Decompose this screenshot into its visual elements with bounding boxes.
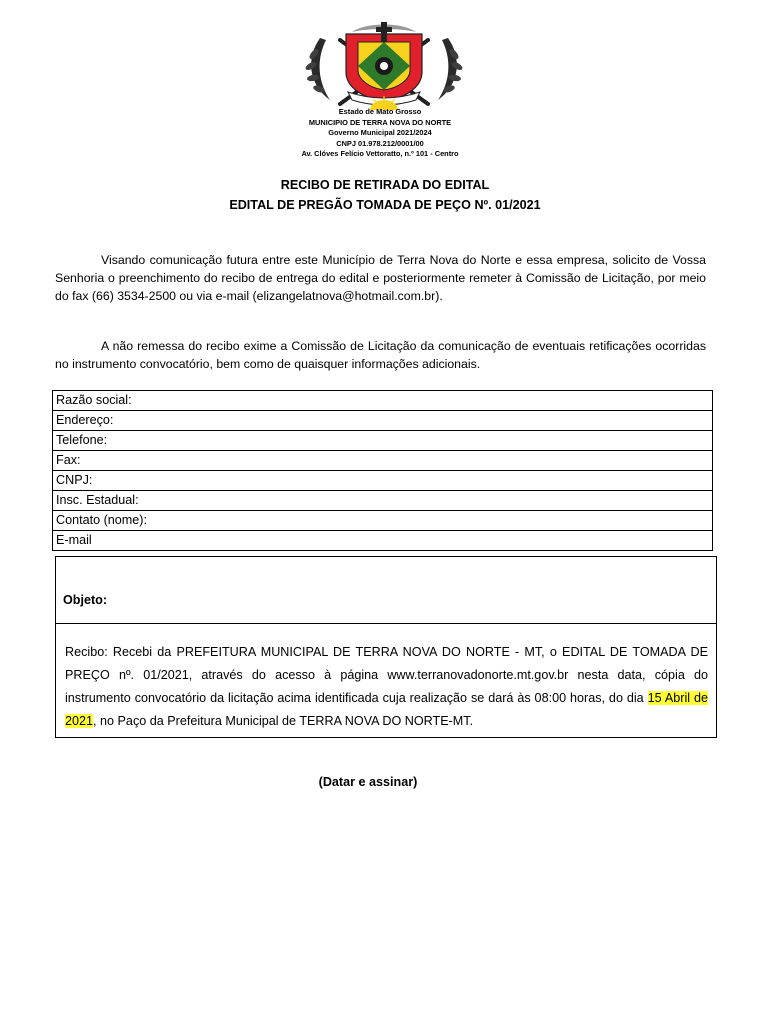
municipal-header	[250, 107, 510, 160]
header-address: Av. Clóves Felício Vettoratto, n.º 101 - Centro	[301, 149, 459, 159]
title-line-2: EDITAL DE PREGÃO TOMADA DE PEÇO Nº. 01/2021	[229, 198, 541, 212]
form-field-fax[interactable]: Fax:	[53, 451, 713, 471]
title-line-1: RECIBO DE RETIRADA DO EDITAL	[280, 178, 490, 192]
receipt-text-start: Recibo: Recebi da PREFEITURA MUNICIPAL DE TERRA NOVA DO NORTE - MT, o EDITAL DE TOMADA DE PREÇO nº. 01/2021, através do acesso à página www.terranovadonorte.mt.gov.br nesta data, cópia do instrumento convocatório da licitação acima identificada cuja realização se dará às 08:00 horas, do dia	[65, 645, 708, 705]
body-paragraph-1: Visando comunicação futura entre este Município de Terra Nova do Norte e essa empresa, solicito de Vossa Senhoria o preenchimento do recibo de entrega do edital e posteriormente remeter à Comissão de Licitação, por meio do fax (66) 3534-2500 ou via e-mail (elizangelatnova@hotmail.com.br).	[55, 253, 706, 304]
header-government: Governo Municipal 2021/2024	[328, 128, 432, 138]
form-field-razao-social[interactable]: Razão social:	[53, 391, 713, 411]
company-info-form	[52, 390, 713, 551]
sign-instruction: (Datar e assinar)	[318, 775, 418, 789]
objeto-box	[55, 556, 717, 738]
form-field-telefone[interactable]: Telefone:	[53, 431, 713, 451]
form-field-endereco[interactable]: Endereço:	[53, 411, 713, 431]
form-field-cnpj[interactable]: CNPJ:	[53, 471, 713, 491]
municipal-coat-of-arms-icon	[300, 18, 468, 110]
form-field-email[interactable]: E-mail	[53, 531, 713, 551]
form-field-contato[interactable]: Contato (nome):	[53, 511, 713, 531]
objeto-divider	[56, 623, 716, 624]
receipt-date-highlight: 15 Abril de 2021	[65, 691, 708, 728]
receipt-text	[65, 641, 708, 733]
objeto-label: Objeto:	[63, 593, 108, 607]
header-municipality: MUNICIPIO DE TERRA NOVA DO NORTE	[308, 117, 452, 127]
receipt-text-end: , no Paço da Prefeitura Municipal de TERRA NOVA DO NORTE-MT.	[93, 714, 474, 728]
header-state: Estado de Mato Grosso	[338, 107, 422, 116]
form-field-insc-estadual[interactable]: Insc. Estadual:	[53, 491, 713, 511]
header-cnpj: CNPJ 01.978.212/0001/00	[336, 138, 424, 148]
body-paragraph-2: A não remessa do recibo exime a Comissão de Licitação da comunicação de eventuais retificações ocorridas no instrumento convocatório, bem como de quaisquer informações adicionais.	[55, 339, 706, 372]
document-title	[0, 175, 770, 215]
